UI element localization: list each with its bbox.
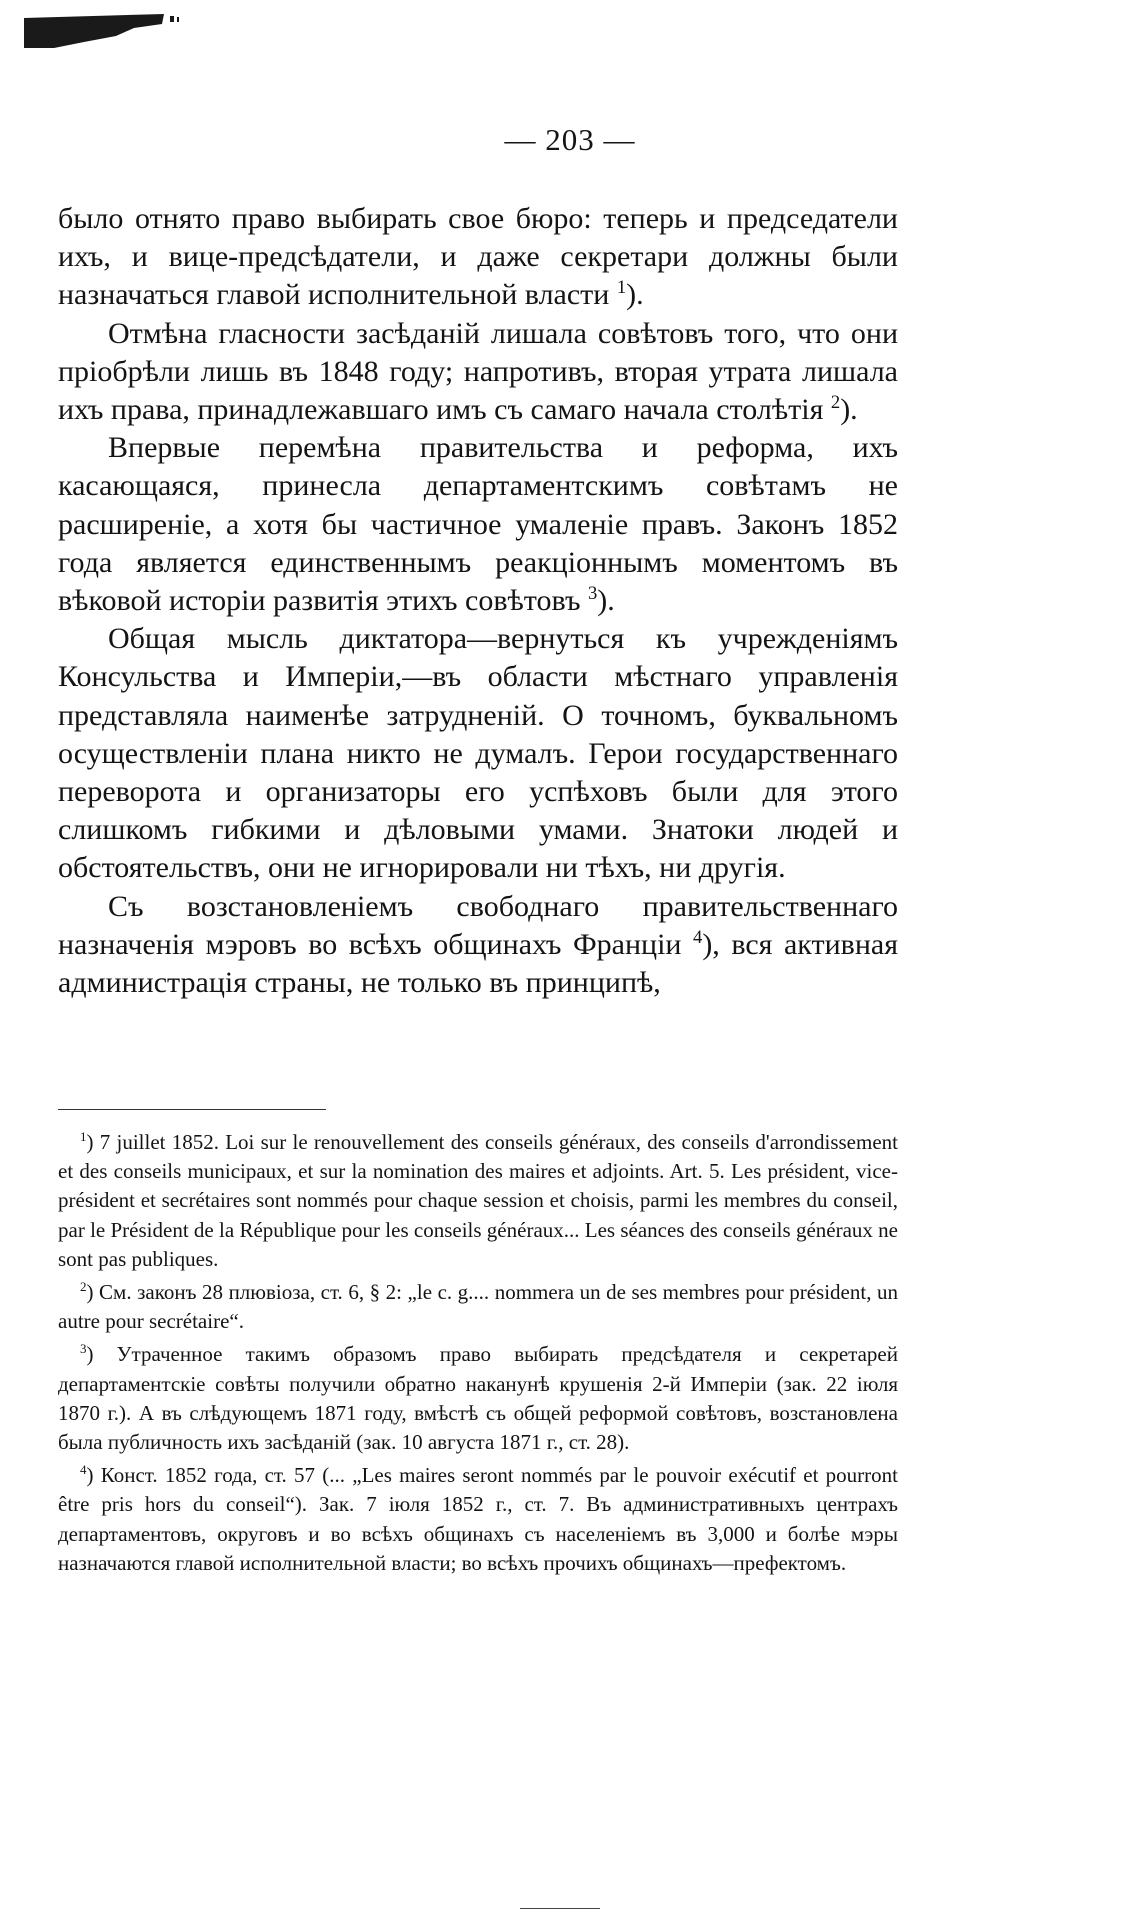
paragraph-3 — [58, 429, 898, 620]
footnote-3-marker: 3 — [80, 1341, 87, 1357]
footnote-ref-4[interactable]: 4 — [693, 926, 703, 948]
footnote-ref-3[interactable]: 3 — [587, 583, 598, 605]
footnote-4-text: ) Конст. 1852 года, ст. 57 (... „Les maires seront nommés par le pouvoir exécutif et pourront être pris hors du conseil“). Зак. 7 іюля 1852 г., ст. 7. Въ административныхъ центрахъ департаментовъ, округовъ и во всѣхъ общинахъ съ населеніемъ въ 3,000 и болѣе мэры назначаются главой исполнительной власти; во всѣхъ прочихъ общинахъ—префектомъ. — [58, 1463, 898, 1575]
paragraph-1-text: было отнято право выбирать свое бюро: теперь и председатели ихъ, и вице-предсѣдатели, и даже секретари должны были назначаться главой исполнительной власти — [58, 202, 898, 312]
scan-artifact-mark — [24, 14, 180, 48]
footnote-4-marker: 4 — [80, 1462, 87, 1478]
paragraph-3-tail: ). — [597, 584, 615, 618]
footnote-2-text: ) См. законъ 28 плювіоза, ст. 6, § 2: „le c. g.... nommera un de ses membres pour président, un autre pour secrétaire“. — [58, 1280, 898, 1334]
footnote-3 — [58, 1340, 898, 1457]
footnote-1 — [58, 1128, 898, 1274]
footnote-1-text: ) 7 juillet 1852. Loi sur le renouvellement des conseils généraux, des conseils d'arrondissement et des conseils municipaux, et sur la nomination des maires et adjoints. Art. 5. Les président, vice-président et secrétaires sont nommés pour chaque session et choisis, parmi les membres du conseil, par le Président de la République pour les conseils généraux... Les séances des conseils généraux ne sont pas publiques. — [58, 1130, 898, 1271]
paragraph-2-text: Отмѣна гласности засѣданій лишала совѣтовъ того, что они пріобрѣли лишь въ 1848 году; напротивъ, вторая утрата лишала ихъ права, принадлежавшаго имъ съ самаго начала столѣтія — [58, 316, 898, 427]
paragraph-1-tail: ). — [626, 278, 644, 312]
page-number: — 203 — — [504, 122, 636, 157]
paragraph-5-text: Съ возстановленіемъ свободнаго правительственнаго назначенія мэровъ во всѣхъ общинахъ Франціи — [58, 889, 898, 961]
paragraph-4-text: Общая мысль диктатора—вернуться къ учрежденіямъ Консульства и Имперіи,—въ области мѣстнаго управленія представляла наименѣе затрудненій. О точномъ, буквальномъ осуществленіи плана никто не думалъ. Герои государственнаго переворота и организаторы его успѣховъ были для этого слишкомъ гибкими и дѣловыми умами. Знатоки людей и обстоятельствъ, они не игнорировали ни тѣхъ, ни другія. — [58, 622, 898, 885]
footnote-1-marker: 1 — [80, 1129, 87, 1144]
footnote-ref-1[interactable]: 1 — [616, 277, 627, 299]
main-text — [58, 200, 898, 1002]
paragraph-1 — [58, 200, 898, 315]
footnote-divider — [58, 1109, 326, 1110]
bottom-rule — [520, 1908, 600, 1909]
paragraph-5 — [58, 888, 898, 1003]
footnotes — [58, 1128, 898, 1582]
paragraph-3-text: Впервые перемѣна правительства и реформа, ихъ касающаяся, принесла департаментскимъ совѣтамъ не расширеніе, а хотя бы частичное умаленіе правъ. Законъ 1852 года является единственнымъ реакціоннымъ моментомъ въ вѣковой исторіи развитія этихъ совѣтовъ — [58, 431, 898, 618]
paragraph-2-tail: ). — [840, 393, 858, 427]
footnote-2-marker: 2 — [80, 1279, 87, 1295]
footnote-4 — [58, 1461, 898, 1578]
footnote-2 — [58, 1278, 898, 1336]
footnote-3-text: ) Утраченное такимъ образомъ право выбирать предсѣдателя и секретарей департаментскіе совѣты получили обратно наканунѣ крушенія 2-й Имперіи (зак. 22 іюля 1870 г.). А въ слѣдующемъ 1871 году, вмѣстѣ съ общей реформой совѣтовъ, возстановлена была публичность ихъ засѣданій (зак. 10 августа 1871 г., ст. 28). — [58, 1342, 898, 1455]
paragraph-5-tail: ), вся активная администрація страны, не только въ принципѣ, — [58, 927, 898, 1000]
footnote-ref-2[interactable]: 2 — [830, 392, 841, 414]
paragraph-2 — [58, 315, 898, 430]
paragraph-4 — [58, 620, 898, 887]
